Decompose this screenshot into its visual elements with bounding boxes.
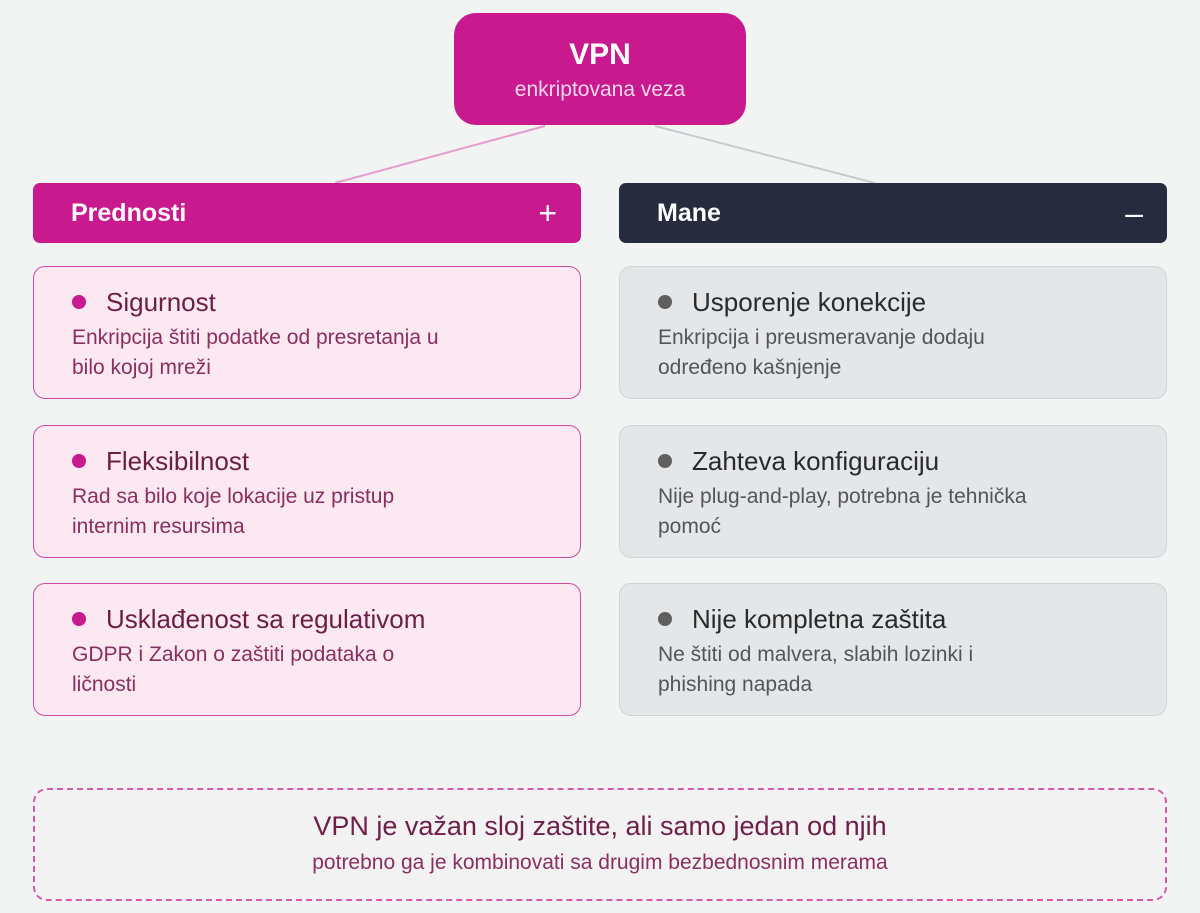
bullet-dot-icon [72,612,86,626]
con-card-description: Enkripcija i preusmeravanje dodaju određeno kašnjenje [658,326,985,379]
bullet-dot-icon [72,454,86,468]
root-node-vpn [454,13,746,125]
con-card-title: Nije kompletna zaštita [692,604,947,634]
con-card-description: Nije plug-and-play, potrebna je tehnička pomoć [658,485,1027,538]
pro-card-sigurnost [33,266,581,399]
pro-card-description: Rad sa bilo koje lokacije uz pristup internim resursima [72,485,395,538]
con-card-zastita [619,583,1167,716]
cons-header-label: Mane [657,198,721,227]
summary-note [33,788,1167,901]
pros-header [33,183,581,243]
minus-icon: – [1125,195,1143,231]
pro-card-title: Sigurnost [106,287,216,317]
pro-card-title: Usklađenost sa regulativom [106,604,426,634]
con-card-title: Zahteva konfiguraciju [692,446,940,476]
pro-card-description: GDPR i Zakon o zaštiti podataka o ličnosti [72,643,395,696]
pro-card-title: Fleksibilnost [106,446,250,476]
bullet-dot-icon [72,295,86,309]
cons-header [619,183,1167,243]
pros-header-label: Prednosti [71,198,187,227]
summary-note-main: VPN je važan sloj zaštite, ali samo jedan od njih [313,811,887,841]
pro-card-description: Enkripcija štiti podatke od presretanja u bilo kojoj mreži [72,326,439,379]
pro-card-fleksibilnost [33,425,581,558]
bullet-dot-icon [658,454,672,468]
root-title: VPN [569,38,631,71]
con-card-description: Ne štiti od malvera, slabih lozinki i phishing napada [658,643,974,696]
con-card-konfiguracija [619,425,1167,558]
bullet-dot-icon [658,295,672,309]
summary-note-sub: potrebno ga je kombinovati sa drugim bezbednosnim merama [312,851,888,874]
root-subtitle: enkriptovana veza [514,78,686,101]
con-card-usporenje [619,266,1167,399]
con-card-title: Usporenje konekcije [692,287,927,317]
bullet-dot-icon [658,612,672,626]
pro-card-uskladjenost [33,583,581,716]
plus-icon: + [538,195,557,231]
connector-pros [335,126,545,183]
connector-cons [655,126,875,183]
